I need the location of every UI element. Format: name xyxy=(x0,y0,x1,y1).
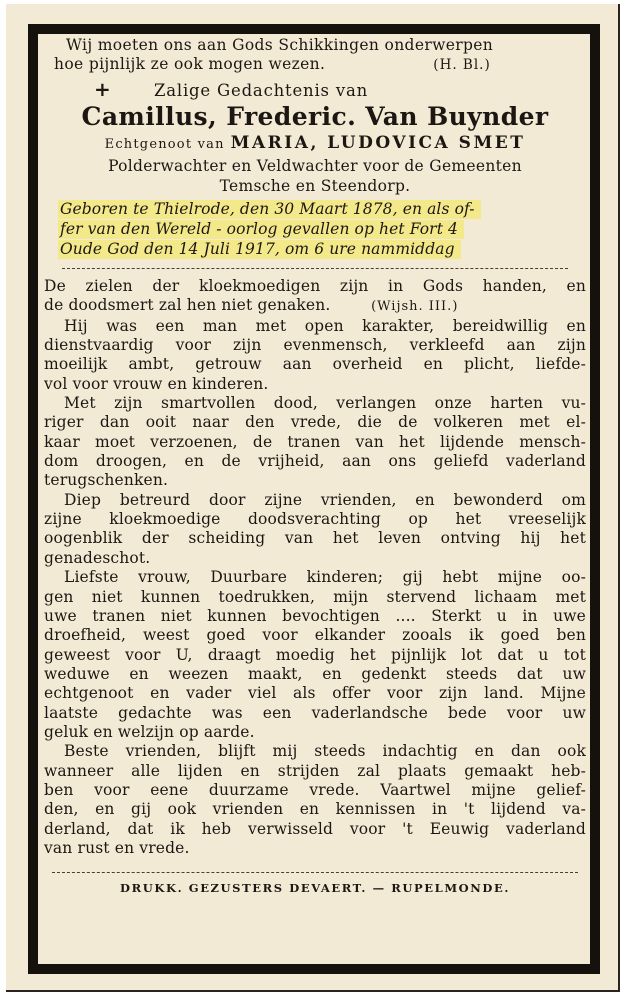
paragraph-line: van rust en vrede. xyxy=(44,838,190,857)
paragraph-line: gen niet kunnen toedrukken, mijn stervend lichaam met xyxy=(44,587,586,606)
divider-bottom xyxy=(52,872,578,873)
spouse-name: MARIA, LUDOVICA SMET xyxy=(230,133,526,153)
paragraph-line: Met zijn smartvollen dood, verlangen onze harten vu- xyxy=(64,394,586,413)
deceased-name: Camillus, Frederic. Van Buynder xyxy=(81,102,549,131)
paragraph-line: den, en gij ook vrienden en kennissen in 't lijdend va- xyxy=(44,800,586,819)
paragraph-line: Hij was een man met open karakter, bereidwillig en xyxy=(64,316,586,335)
paragraph-line: uwe tranen niet kunnen bevochtigen .... Sterkt u in uwe xyxy=(44,606,586,625)
paragraph-line: Beste vrienden, blijft mij steeds indachtig en dan ook xyxy=(64,742,586,761)
divider-top xyxy=(62,268,568,269)
paragraph-line: genadeschot. xyxy=(44,548,151,567)
verse-line-2-text: de doodsmert zal hen niet genaken. xyxy=(44,296,331,315)
birth-death-line: Oude God den 14 Juli 1917, om 6 ure nammiddag xyxy=(58,240,461,259)
paragraph-line: dienstvaardig voor zijn evenmensch, verkleefd aan zijn xyxy=(44,336,586,355)
paragraph-line: wanneer alle lijden en strijden zal plaats gemaakt heb- xyxy=(44,761,586,780)
paragraph-line: zijne kloekmoedige doodsverachting op het vreeselijk xyxy=(44,510,586,529)
occupation-line-1: Polderwachter en Veldwachter voor de Gemeenten xyxy=(108,157,522,175)
paragraph-line: Liefste vrouw, Duurbare kinderen; gij hebt mijne oo- xyxy=(64,568,586,587)
paragraph-line: geweest voor U, draagt moedig het pijnlijk lot dat u tot xyxy=(44,645,586,664)
paragraph-line: dom droogen, en de vrijheid, aan ons geliefd vaderland xyxy=(44,452,586,471)
verse-reference: (Wijsh. III.) xyxy=(371,299,459,315)
paragraph-line: ben voor eene duurzame vrede. Vaartwel mijne gelief- xyxy=(44,780,586,799)
birth-death-line: fer van den Wereld - oorlog gevallen op het Fort 4 xyxy=(58,220,464,239)
paragraph-line: laatste gedachte was een vaderlandsche bede voor uw xyxy=(44,703,586,722)
card-content xyxy=(38,34,590,964)
motto-reference: (H. Bl.) xyxy=(433,57,491,73)
birth-death-line: Geboren te Thielrode, den 30 Maart 1878, en als of- xyxy=(58,200,481,219)
paragraph-line: geluk en welzijn op aarde. xyxy=(44,722,255,741)
spouse-prefix: Echtgenoot van xyxy=(104,137,225,152)
motto-line-2 xyxy=(44,55,586,75)
paragraph-line: droefheid, weest goed voor elkander zooals ik goed ben xyxy=(44,626,586,645)
paragraph-line: Diep betreurd door zijne vrienden, en bewonderd om xyxy=(64,490,586,509)
paragraph-line: vol voor vrouw en kinderen. xyxy=(44,374,269,393)
spouse-line xyxy=(44,132,586,156)
paragraph-line: moeilijk ambt, getrouw aan overheid en plicht, liefde- xyxy=(44,355,586,374)
verse-line-1: De zielen der kloekmoedigen zijn in Gods handen, en xyxy=(44,277,586,295)
eulogy-text xyxy=(44,277,586,858)
paragraph-line: derland, dat ik heb verwisseld voor 't Eeuwig vaderland xyxy=(44,819,586,838)
motto-line-2-text: hoe pijnlijk ze ook mogen wezen. xyxy=(54,55,326,73)
paragraph-line: riger dan ooit naar den vrede, die de volkeren met el- xyxy=(44,413,586,432)
mourning-border xyxy=(28,24,600,974)
cross-icon: + xyxy=(94,77,112,101)
remembrance-text: Zalige Gedachtenis van xyxy=(154,81,369,100)
paragraph-line: weduwe en weezen maakt, en gedenkt steeds dat uw xyxy=(44,664,586,683)
paragraph-line: kaar moet verzoenen, de tranen van het lijdende mensch- xyxy=(44,432,586,451)
birth-death-block xyxy=(44,199,586,259)
verse-line-2 xyxy=(44,296,586,316)
remembrance-heading xyxy=(44,78,586,102)
printer-imprint: DRUKK. GEZUSTERS DEVAERT. — RUPELMONDE. xyxy=(120,881,510,896)
motto-line-1: Wij moeten ons aan Gods Schikkingen onderwerpen xyxy=(66,36,494,54)
paragraph-line: terugschenken. xyxy=(44,471,169,490)
occupation-line-2: Temsche en Steendorp. xyxy=(219,177,411,195)
paragraph-line: oogenblik der scheiding van het leven ontving hij het xyxy=(44,529,586,548)
paragraph-line: echtgenoot en vader viel als offer voor zijn land. Mijne xyxy=(44,684,586,703)
memorial-card xyxy=(6,4,620,992)
